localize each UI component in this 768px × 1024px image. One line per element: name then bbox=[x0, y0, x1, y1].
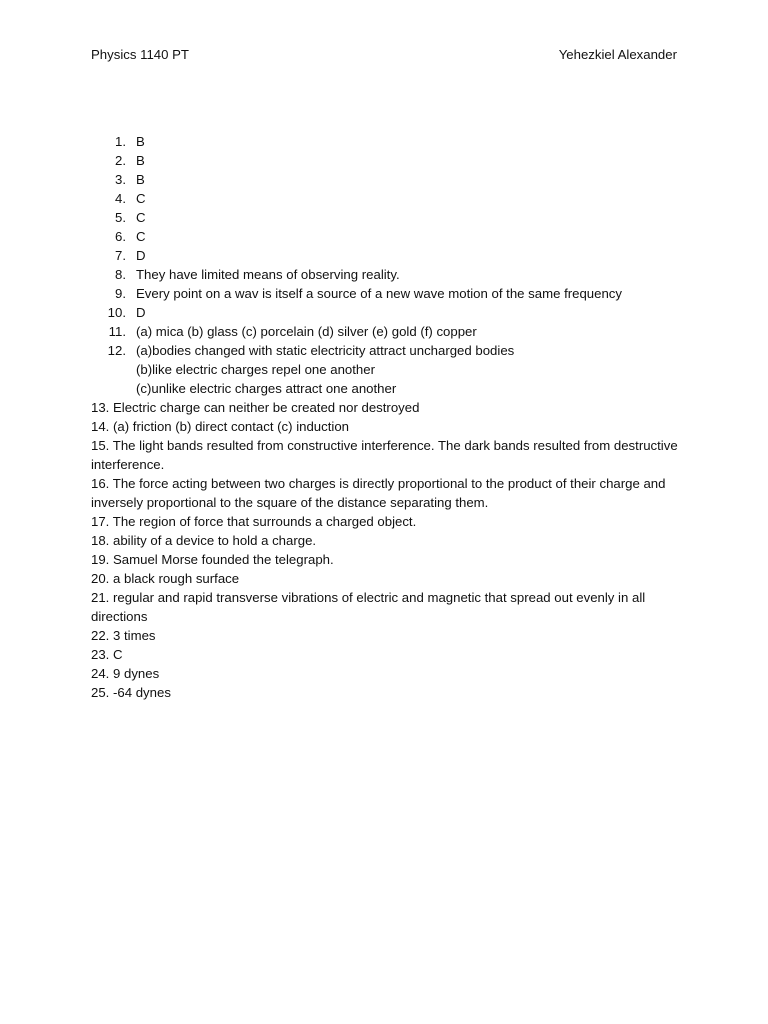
list-item bbox=[91, 208, 681, 227]
list-item bbox=[91, 284, 681, 303]
item-number: 1. bbox=[115, 134, 126, 149]
list-item bbox=[91, 189, 681, 208]
item-number: 2. bbox=[115, 153, 126, 168]
list-item bbox=[91, 265, 681, 284]
item-number: 7. bbox=[115, 248, 126, 263]
list-item: 24. 9 dynes bbox=[91, 666, 160, 681]
item-number: 4. bbox=[115, 191, 126, 206]
item-text: B bbox=[136, 172, 145, 187]
list-subitem: (b)like electric charges repel one another bbox=[136, 362, 375, 377]
list-item: 25. -64 dynes bbox=[91, 685, 171, 700]
list-item bbox=[91, 227, 681, 246]
item-text: (a)bodies changed with static electricity attract uncharged bodies bbox=[136, 343, 515, 358]
item-text: C bbox=[136, 191, 146, 206]
list-item: 18. ability of a device to hold a charge. bbox=[91, 533, 317, 548]
item-text: D bbox=[136, 248, 146, 263]
list-item bbox=[91, 132, 681, 151]
list-item: 17. The region of force that surrounds a charged object. bbox=[91, 514, 417, 529]
item-number: 11. bbox=[108, 324, 126, 339]
item-number: 3. bbox=[115, 172, 126, 187]
item-text: B bbox=[136, 153, 145, 168]
list-item: 23. C bbox=[91, 647, 123, 662]
item-text: (a) mica (b) glass (c) porcelain (d) silver (e) gold (f) copper bbox=[136, 324, 477, 339]
item-number: 10. bbox=[107, 305, 126, 320]
list-item bbox=[91, 322, 681, 341]
list-item: 20. a black rough surface bbox=[91, 571, 240, 586]
list-item bbox=[91, 151, 681, 170]
answer-list bbox=[91, 132, 681, 702]
item-text: D bbox=[136, 305, 146, 320]
item-number: 5. bbox=[115, 210, 126, 225]
list-subitem: (c)unlike electric charges attract one another bbox=[136, 381, 397, 396]
item-text: They have limited means of observing reality. bbox=[136, 267, 400, 282]
list-item bbox=[91, 170, 681, 189]
item-number: 9. bbox=[115, 286, 126, 301]
item-text: Every point on a wav is itself a source of a new wave motion of the same frequency bbox=[136, 286, 622, 301]
item-number: 12. bbox=[107, 343, 126, 358]
author-name: Yehezkiel Alexander bbox=[558, 47, 677, 62]
item-text: C bbox=[136, 210, 146, 225]
list-item: 19. Samuel Morse founded the telegraph. bbox=[91, 552, 334, 567]
list-item: 21. regular and rapid transverse vibrations of electric and magnetic that spread out evenly in all directions bbox=[91, 590, 646, 624]
course-title: Physics 1140 PT bbox=[91, 47, 189, 62]
item-text: C bbox=[136, 229, 146, 244]
list-item: 16. The force acting between two charges is directly proportional to the product of their charge and inversely proportional to the square of the distance separating them. bbox=[91, 476, 666, 510]
item-number: 8. bbox=[115, 267, 126, 282]
list-item bbox=[91, 303, 681, 322]
list-item: 15. The light bands resulted from constructive interference. The dark bands resulted from destructive interference. bbox=[91, 438, 678, 472]
item-text: B bbox=[136, 134, 145, 149]
list-item bbox=[91, 341, 681, 360]
list-item: 22. 3 times bbox=[91, 628, 156, 643]
list-item bbox=[91, 246, 681, 265]
list-item: 14. (a) friction (b) direct contact (c) induction bbox=[91, 419, 349, 434]
list-item: 13. Electric charge can neither be created nor destroyed bbox=[91, 400, 420, 415]
item-number: 6. bbox=[115, 229, 126, 244]
